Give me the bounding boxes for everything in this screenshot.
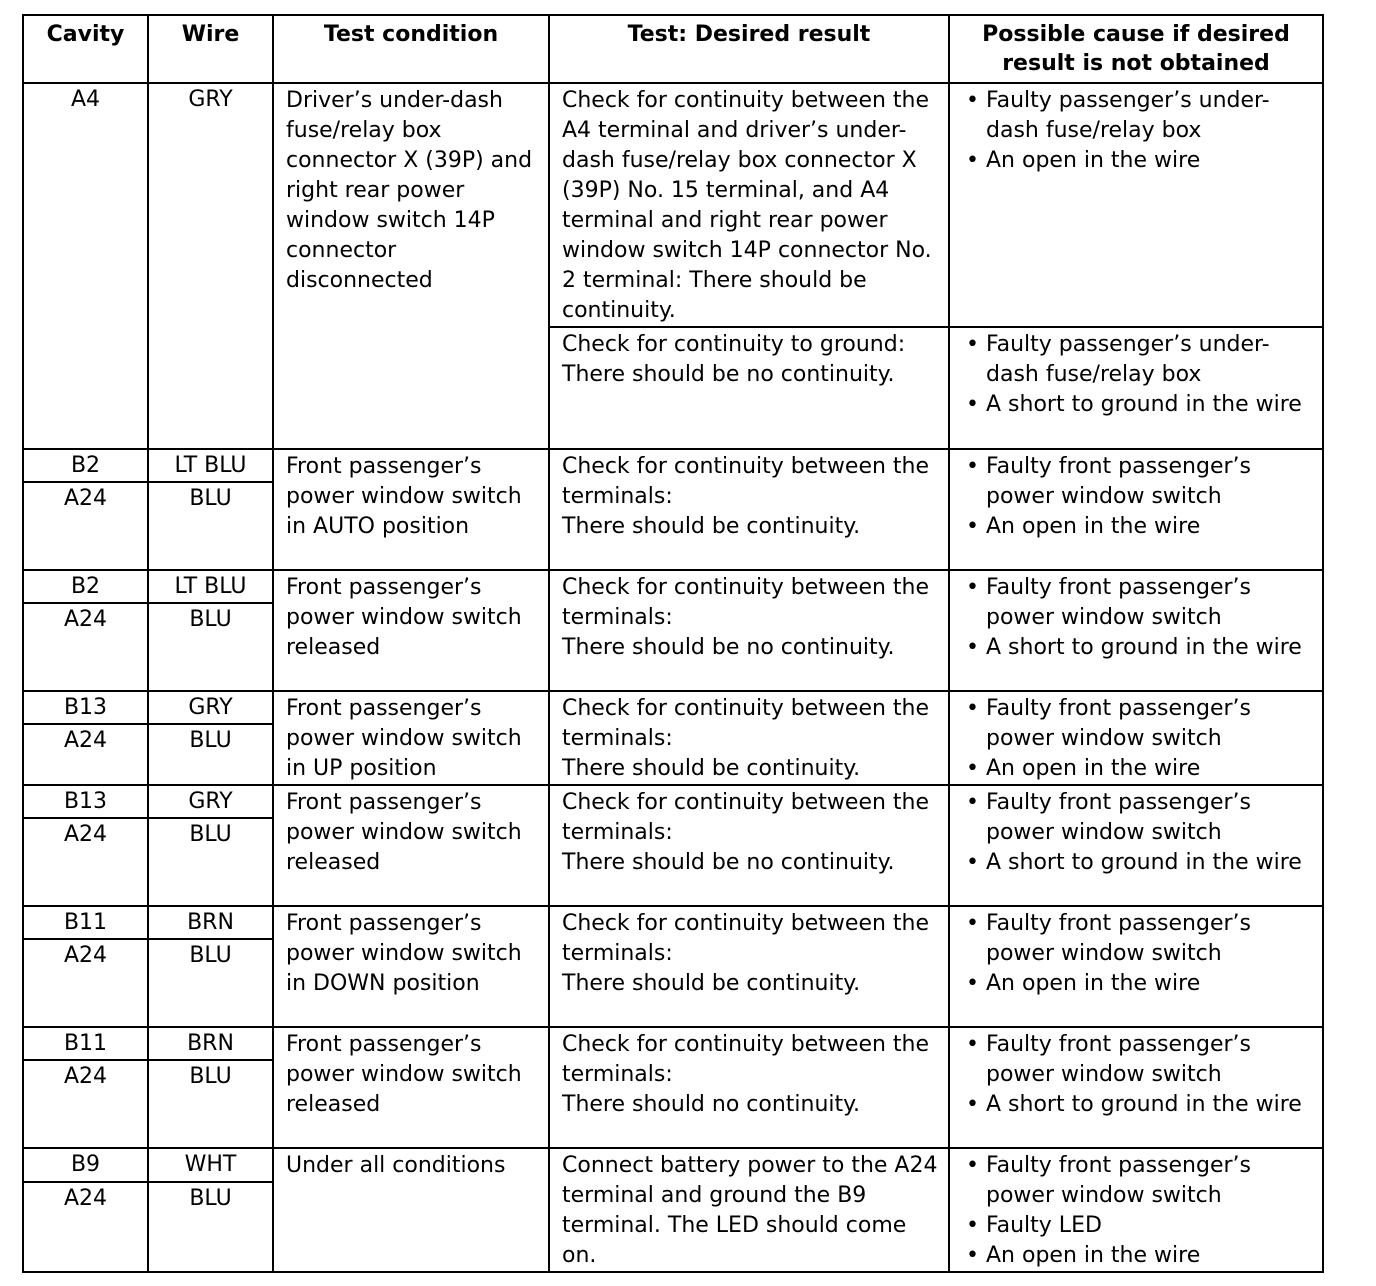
wire-cell: BLU: [148, 1182, 273, 1272]
desired-result-cell: [549, 691, 949, 785]
possible-cause-cell: [949, 1027, 1323, 1148]
result-line: Check for continuity between the terminals:: [562, 454, 930, 509]
result-line: There should be continuity.: [562, 971, 861, 996]
test-condition-cell: Front passenger’s power window switch released: [273, 785, 549, 906]
cavity-cell: B13: [23, 785, 148, 818]
header-test-condition: Test condition: [273, 15, 549, 83]
wire-cell: BLU: [148, 724, 273, 785]
table-row: [23, 83, 1323, 327]
cause-item: • Faulty front passenger’s power window switch: [964, 694, 1312, 754]
wiring-test-table-page: [22, 14, 1322, 1268]
test-condition-cell: Under all conditions: [273, 1148, 549, 1272]
cause-list: [964, 573, 1312, 663]
cause-item: • A short to ground in the wire: [964, 1090, 1312, 1120]
cause-list: [964, 86, 1312, 176]
table-row: [23, 1027, 1323, 1060]
result-line: Check for continuity between the terminals:: [562, 911, 930, 966]
cavity-cell: B11: [23, 906, 148, 939]
header-wire: Wire: [148, 15, 273, 83]
cause-list: [964, 1030, 1312, 1120]
result-line: Check for continuity between the terminals:: [562, 696, 930, 751]
cause-list: [964, 909, 1312, 999]
result-line: Check for continuity between the terminals:: [562, 1032, 930, 1087]
table-row: [23, 570, 1323, 603]
cause-item: • An open in the wire: [964, 754, 1312, 784]
cavity-cell: A24: [23, 724, 148, 785]
cause-item: • Faulty front passenger’s power window switch: [964, 452, 1312, 512]
wire-cell: BLU: [148, 603, 273, 691]
wire-cell: GRY: [148, 83, 273, 449]
cause-item: • An open in the wire: [964, 969, 1312, 999]
cause-item: • Faulty front passenger’s power window switch: [964, 788, 1312, 848]
table-row: [23, 449, 1323, 482]
cause-item: • Faulty front passenger’s power window switch: [964, 573, 1312, 633]
result-line: There should be continuity.: [562, 514, 861, 539]
cause-list: [964, 788, 1312, 878]
desired-result-cell: [549, 785, 949, 906]
cause-item: • Faulty passenger’s under-dash fuse/relay box: [964, 330, 1312, 390]
cavity-cell: B13: [23, 691, 148, 724]
wire-cell: BLU: [148, 939, 273, 1027]
test-condition-cell: Front passenger’s power window switch in AUTO position: [273, 449, 549, 570]
desired-result-cell: [549, 906, 949, 1027]
cavity-cell: A24: [23, 1182, 148, 1272]
cause-item: • Faulty front passenger’s power window switch: [964, 909, 1312, 969]
cavity-cell: A4: [23, 83, 148, 449]
cause-item: • An open in the wire: [964, 146, 1312, 176]
possible-cause-cell: [949, 906, 1323, 1027]
wire-cell: WHT: [148, 1148, 273, 1182]
wire-cell: BRN: [148, 1027, 273, 1060]
test-condition-cell: Driver’s under-dash fuse/relay box connector X (39P) and right rear power window switch 14P connector disconnected: [273, 83, 549, 449]
possible-cause-cell: [949, 327, 1323, 449]
wire-cell: LT BLU: [148, 449, 273, 482]
test-condition-cell: Front passenger’s power window switch in UP position: [273, 691, 549, 785]
result-line: Check for continuity between the terminals:: [562, 790, 930, 845]
possible-cause-cell: [949, 83, 1323, 327]
cavity-cell: B9: [23, 1148, 148, 1182]
header-cavity: Cavity: [23, 15, 148, 83]
desired-result-cell: Check for continuity between the A4 terminal and driver’s under-dash fuse/relay box connector X (39P) No. 15 terminal, and A4 terminal and right rear power window switch 14P connector No. 2 terminal: There should be continuity.: [549, 83, 949, 327]
cavity-cell: A24: [23, 818, 148, 906]
wiring-test-table: [22, 14, 1324, 1273]
cause-list: [964, 1151, 1312, 1271]
result-line: There should be no continuity.: [562, 635, 895, 660]
result-line: There should no continuity.: [562, 1092, 861, 1117]
cavity-cell: B2: [23, 449, 148, 482]
cause-list: [964, 452, 1312, 542]
table-header-row: [23, 15, 1323, 83]
wire-cell: BLU: [148, 818, 273, 906]
desired-result-cell: [549, 1027, 949, 1148]
cause-item: • Faulty front passenger’s power window switch: [964, 1151, 1312, 1211]
cause-item: • Faulty front passenger’s power window switch: [964, 1030, 1312, 1090]
test-condition-cell: Front passenger’s power window switch in DOWN position: [273, 906, 549, 1027]
cause-item: • A short to ground in the wire: [964, 633, 1312, 663]
cause-item: • Faulty LED: [964, 1211, 1312, 1241]
possible-cause-cell: [949, 570, 1323, 691]
cavity-cell: A24: [23, 939, 148, 1027]
wire-cell: BLU: [148, 1060, 273, 1148]
header-possible-cause: Possible cause if desired result is not obtained: [949, 15, 1323, 83]
cavity-cell: B2: [23, 570, 148, 603]
table-row: [23, 785, 1323, 818]
wire-cell: BLU: [148, 482, 273, 570]
cavity-cell: B11: [23, 1027, 148, 1060]
header-desired-result: Test: Desired result: [549, 15, 949, 83]
cause-item: • An open in the wire: [964, 1241, 1312, 1271]
possible-cause-cell: [949, 1148, 1323, 1272]
possible-cause-cell: [949, 691, 1323, 785]
desired-result-cell: [549, 449, 949, 570]
cavity-cell: A24: [23, 482, 148, 570]
desired-result-cell: Check for continuity to ground: There should be no continuity.: [549, 327, 949, 449]
cause-list: [964, 694, 1312, 784]
cause-item: • An open in the wire: [964, 512, 1312, 542]
wire-cell: BRN: [148, 906, 273, 939]
desired-result-cell: Connect battery power to the A24 terminal and ground the B9 terminal. The LED should come on.: [549, 1148, 949, 1272]
result-line: There should be no continuity.: [562, 850, 895, 875]
test-condition-cell: Front passenger’s power window switch released: [273, 570, 549, 691]
possible-cause-cell: [949, 449, 1323, 570]
cause-item: • A short to ground in the wire: [964, 848, 1312, 878]
table-row: [23, 906, 1323, 939]
wire-cell: GRY: [148, 691, 273, 724]
desired-result-cell: [549, 570, 949, 691]
table-row: [23, 691, 1323, 724]
test-condition-cell: Front passenger’s power window switch released: [273, 1027, 549, 1148]
result-line: There should be continuity.: [562, 756, 861, 781]
table-row: [23, 1148, 1323, 1182]
cause-item: • A short to ground in the wire: [964, 390, 1312, 420]
wire-cell: GRY: [148, 785, 273, 818]
cavity-cell: A24: [23, 1060, 148, 1148]
cause-list: [964, 330, 1312, 420]
possible-cause-cell: [949, 785, 1323, 906]
wire-cell: LT BLU: [148, 570, 273, 603]
result-line: Check for continuity between the terminals:: [562, 575, 930, 630]
cause-item: • Faulty passenger’s under-dash fuse/relay box: [964, 86, 1312, 146]
cavity-cell: A24: [23, 603, 148, 691]
